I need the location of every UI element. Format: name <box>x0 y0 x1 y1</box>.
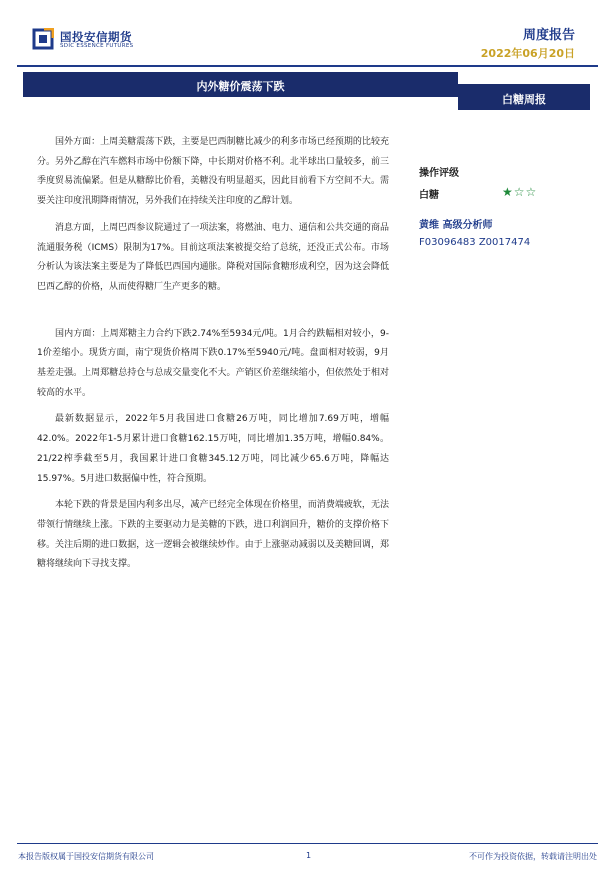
report-title: 内外糖价震荡下跌 <box>196 80 285 93</box>
company-logo <box>32 28 152 50</box>
rating-panel <box>419 164 599 248</box>
rating-title: 操作评级 <box>419 168 459 179</box>
paragraph-domestic: 国内方面：上周郑糖主力合约下跌2.74%至5934元/吨。1月合约跌幅相对较小，9-1价差缩小。现货方面，南宁现货价格周下跌0.17%至5940元/吨。盘面相对较弱，9月基差走强。上周郑糖总持仓与总成交量变化不大。产销区价差继续缩小，但依然处于相对较高的水平。 <box>37 328 389 398</box>
analyst-cert: F03096483 Z0017474 <box>419 237 531 248</box>
rating-row <box>419 185 599 203</box>
disclaimer-note: 不可作为投资依据，转载请注明出处 <box>469 852 597 861</box>
paragraph-import-data: 最新数据显示，2022年5月我国进口食糖26万吨，同比增加7.69万吨，增幅42.0%。2022年1-5月累计进口食糖162.15万吨，同比增加1.35万吨，增幅0.84%。21/22榨季截至5月，我国累计进口食糖345.12万吨，同比减少65.6万吨，降幅达15.97%。5月进口数据偏中性，符合预期。 <box>37 414 389 484</box>
logo-text-cn: 国投安信期货 <box>60 30 132 44</box>
rating-stars-icon: ★☆☆ <box>502 185 538 199</box>
copyright-note: 本报告版权属于国投安信期货有限公司 <box>18 852 154 861</box>
title-bar <box>23 72 458 97</box>
report-type: 周度报告 <box>522 28 575 43</box>
logo-mark-icon <box>32 28 54 50</box>
header-divider <box>17 65 598 67</box>
paragraph-news: 消息方面，上周巴西参议院通过了一项法案，将燃油、电力、通信和公共交通的商品流通服务税（ICMS）限制为17%。目前这项法案被提交给了总统，还没正式公布。市场分析认为该法案主要是为了降低巴西国内通胀。降税对国际食糖形成利空，因为这会降低巴西乙醇的价格，从而使得糖厂生产更多的糖。 <box>37 222 389 292</box>
logo-text-en: SDIC ESSENCE FUTURES <box>60 43 134 49</box>
paragraph-outlook: 本轮下跌的背景是国内利多出尽，减产已经完全体现在价格里，而消费端疲软，无法带领行情继续上涨。下跌的主要驱动力是美糖的下跌，进口利润回升，糖价的支撑价格下移。关注后期的进口数据，这一逻辑会被继续炒作。由于上涨驱动减弱以及美糖回调，郑糖将继续向下寻找支撑。 <box>37 500 389 570</box>
footer-divider <box>17 843 598 844</box>
rating-label: 白糖 <box>419 190 439 201</box>
report-category: 白糖周报 <box>502 93 546 106</box>
paragraph-overseas: 国外方面：上周美糖震荡下跌，主要是巴西制糖比减少的利多市场已经预期的比较充分。另外乙醇在汽车燃料市场中份额下降，中长期对价格不利。北半球出口量较多，前三季度贸易流偏紧。但是从糖醇比价看，美糖没有明显超买，因此目前看下方空间不大。需要关注印度汛期降雨情况，另外我们在持续关注印度的乙醇计划。 <box>37 137 389 207</box>
report-body <box>37 133 389 575</box>
page-number: 1 <box>306 851 312 860</box>
category-bar <box>458 84 590 110</box>
analyst-name: 黄维 高级分析师 <box>419 220 493 231</box>
report-date: 2022年06月20日 <box>480 47 575 60</box>
